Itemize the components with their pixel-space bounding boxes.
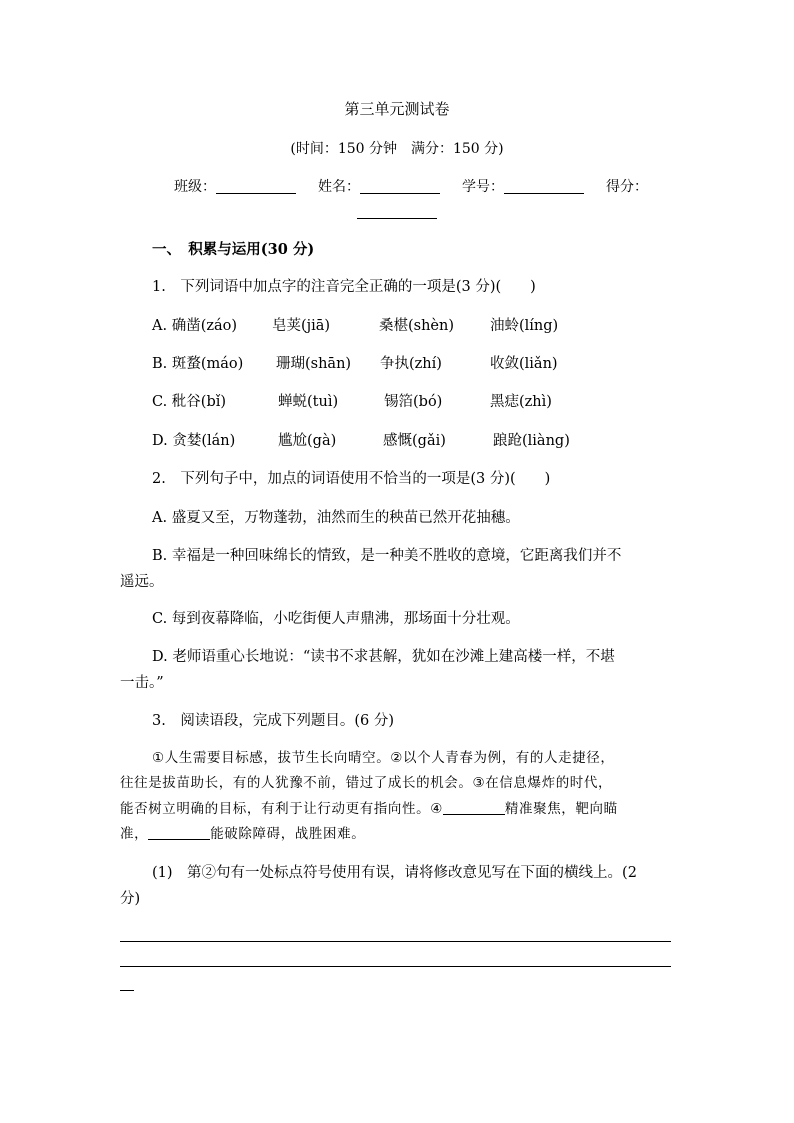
name-label: 姓名： xyxy=(318,179,360,195)
name-field xyxy=(318,176,440,196)
q1-option-a-word4: 油蛉(líng) xyxy=(490,318,559,334)
q3-passage-line2: 往往是拔苗助长，有的人犹豫不前，错过了成长的机会。③在信息爆炸的时代， xyxy=(120,775,613,791)
class-label: 班级： xyxy=(174,179,216,195)
class-blank[interactable] xyxy=(216,179,296,194)
q1-option-b-word2: 珊瑚(shān) xyxy=(276,356,352,372)
answer-line-1[interactable] xyxy=(120,941,671,942)
q3-sub1-line1: (1) 第②句有一处标点符号使用有误，请将修改意见写在下面的横线上。(2 xyxy=(152,865,637,881)
q1-option-b-word1: B. 斑蝥(máo) xyxy=(152,356,244,372)
q2-option-d-line1: D. 老师语重心长地说：“读书不求甚解，犹如在沙滩上建高楼一样，不堪 xyxy=(152,649,615,665)
q3-sub1-line2: 分) xyxy=(120,891,141,907)
q3-passage-line4 xyxy=(120,824,365,844)
name-blank[interactable] xyxy=(360,179,440,194)
question-2-stem: 2. 下列句子中，加点的词语使用不恰当的一项是(3 分)( ) xyxy=(152,471,551,487)
answer-line-3[interactable] xyxy=(120,990,134,991)
q1-option-b-word3: 争执(zhí) xyxy=(380,356,442,372)
q3-blank-1[interactable] xyxy=(443,800,505,815)
q2-option-d-line2: 一击。” xyxy=(120,675,164,691)
question-3-stem: 3. 阅读语段，完成下列题目。(6 分) xyxy=(152,713,394,729)
q2-option-c: C. 每到夜幕降临，小吃街便人声鼎沸，那场面十分壮观。 xyxy=(152,611,520,627)
time-score-info: (时间：150 分钟 满分：150 分) xyxy=(290,141,504,157)
q1-option-c-word3: 锡箔(bó) xyxy=(384,394,443,410)
q3-passage-line4-start: 准， xyxy=(120,826,149,842)
q2-option-b-line1: B. 幸福是一种回味绵长的情致，是一种美不胜收的意境，它距离我们并不 xyxy=(152,548,622,564)
class-field xyxy=(174,176,296,196)
q1-option-c-word4: 黑痣(zhì) xyxy=(490,394,552,410)
q1-option-d-word2: 尴尬(gà) xyxy=(278,433,337,449)
q1-option-a-word1: A. 确凿(záo) xyxy=(152,318,238,334)
student-id-field xyxy=(462,176,584,196)
q3-passage-line1: ①人生需要目标感，拔节生长向晴空。②以个人青春为例，有的人走捷径， xyxy=(152,750,615,766)
q1-option-b-word4: 收敛(liǎn) xyxy=(490,356,558,372)
q1-option-d-word3: 感慨(gǎi) xyxy=(383,433,446,449)
q3-blank-2[interactable] xyxy=(148,825,210,840)
student-id-label: 学号： xyxy=(462,179,504,195)
q3-passage-line4-text: 能破除障碍，战胜困难。 xyxy=(210,826,366,842)
q1-option-a-word2: 皂荚(jiā) xyxy=(272,318,331,334)
q1-option-a-word3: 桑椹(shèn) xyxy=(379,318,455,334)
q2-option-b-line2: 遥远。 xyxy=(120,574,164,590)
q3-passage-line3-end: 精准聚焦，靶向瞄 xyxy=(504,801,618,817)
page-title: 第三单元测试卷 xyxy=(344,100,450,118)
score-field xyxy=(606,176,648,196)
question-1-stem: 1. 下列词语中加点字的注音完全正确的一项是(3 分)( ) xyxy=(152,279,536,295)
q3-passage-line3-text: 能否树立明确的目标，有利于让行动更有指向性。④ xyxy=(120,801,443,817)
score-blank[interactable] xyxy=(357,204,437,219)
q1-option-c-word1: C. 秕谷(bǐ) xyxy=(152,394,227,410)
student-id-blank[interactable] xyxy=(504,179,584,194)
q1-option-d-word1: D. 贪婪(lán) xyxy=(152,433,236,449)
q1-option-c-word2: 蝉蜕(tuì) xyxy=(278,394,339,410)
answer-line-2[interactable] xyxy=(120,966,671,967)
score-label: 得分： xyxy=(606,179,648,195)
q1-option-d-word4: 踉跄(liàng) xyxy=(493,433,570,449)
q3-passage-line3 xyxy=(120,799,618,819)
q2-option-a: A. 盛夏又至，万物蓬勃，油然而生的秧苗已然开花抽穗。 xyxy=(152,510,520,526)
section-heading: 一、 积累与运用(30 分) xyxy=(152,241,315,258)
